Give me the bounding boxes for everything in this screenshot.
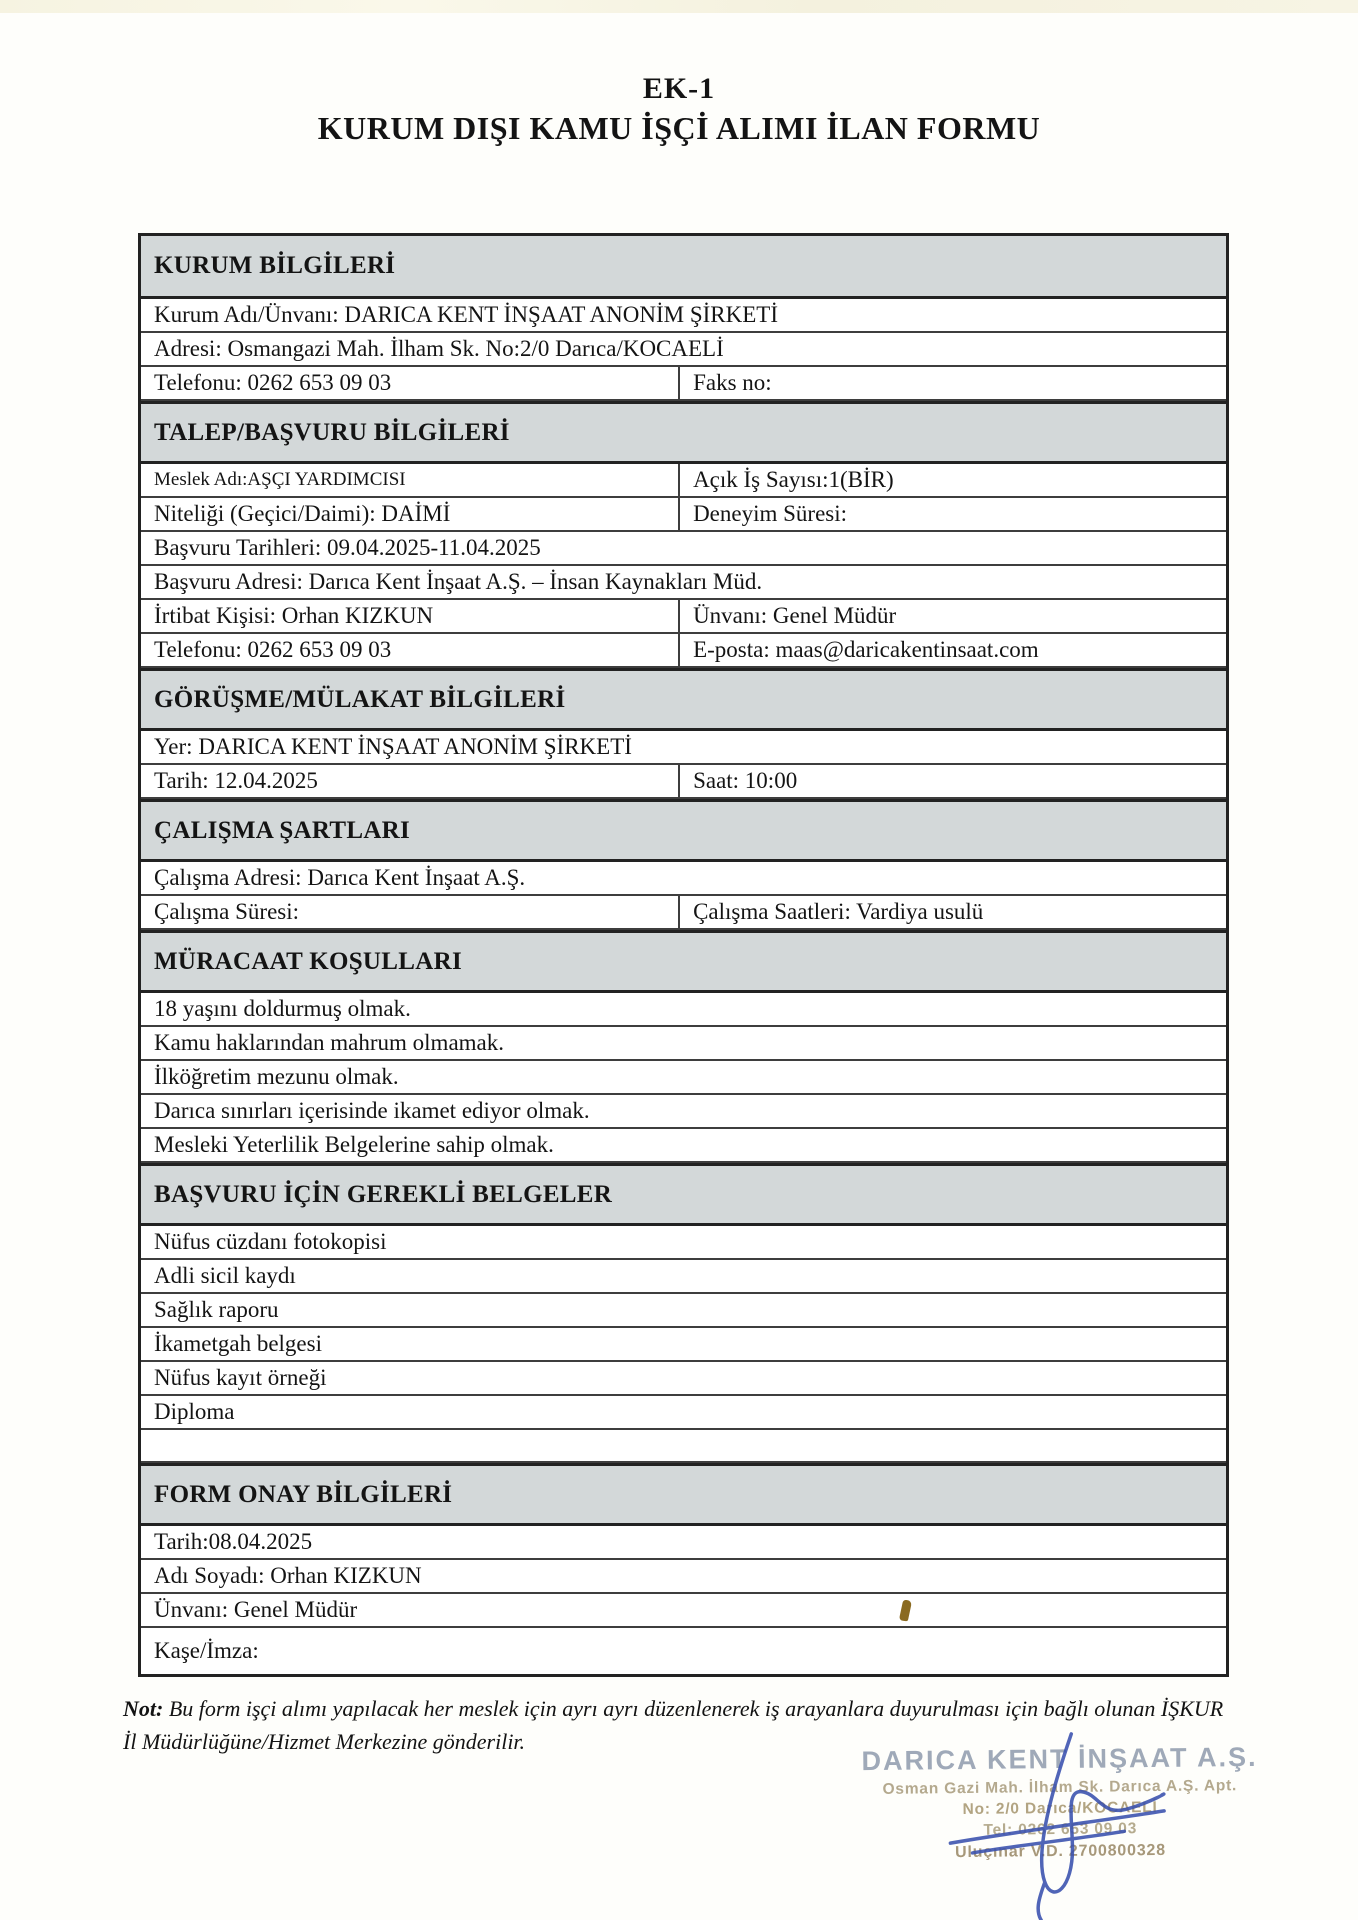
field-yer: Yer: DARICA KENT İNŞAAT ANONİM ŞİRKETİ bbox=[154, 734, 632, 759]
scan-edge-strip bbox=[0, 0, 1358, 13]
field-calisma-adresi: Çalışma Adresi: Darıca Kent İnşaat A.Ş. bbox=[154, 865, 526, 890]
stamp-tax-line: Uluçınar V.D. 2700800328 bbox=[955, 1841, 1166, 1861]
field-eposta: E-posta: maas@daricakentinsaat.com bbox=[678, 634, 1226, 666]
field-faks-no: Faks no: bbox=[678, 367, 1226, 399]
field-calisma-suresi: Çalışma Süresi: bbox=[154, 899, 300, 924]
document-item: İkametgah belgesi bbox=[154, 1331, 322, 1356]
form-row bbox=[141, 498, 1226, 532]
form-row bbox=[141, 1129, 1226, 1163]
field-adi-soyadi: Adı Soyadı: Orhan KIZKUN bbox=[154, 1563, 422, 1588]
section-header-gorusme-mulakat: GÖRÜŞME/MÜLAKAT BİLGİLERİ bbox=[141, 668, 1226, 731]
form-table bbox=[138, 233, 1229, 1677]
document-item: Nüfus kayıt örneği bbox=[154, 1365, 327, 1390]
form-row bbox=[141, 600, 1226, 634]
section-header-muracaat-kosullari: MÜRACAAT KOŞULLARI bbox=[141, 930, 1226, 993]
note-text: Bu form işçi alımı yapılacak her meslek için ayrı ayrı düzenlenerek iş arayanlara duyurulması için bağlı olunan İŞKUR İl Müdürlüğüne/Hizmet Merkezine gönderilir. bbox=[123, 1696, 1224, 1754]
condition-item: 18 yaşını doldurmuş olmak. bbox=[154, 996, 411, 1021]
condition-item: Mesleki Yeterlilik Belgelerine sahip olmak. bbox=[154, 1132, 554, 1157]
document-item: Sağlık raporu bbox=[154, 1297, 279, 1322]
form-row bbox=[141, 464, 1226, 498]
form-row bbox=[141, 1061, 1226, 1095]
form-row bbox=[141, 367, 1226, 401]
stamp-address-line2: No: 2/0 Darıca/KOCAELİ bbox=[962, 1798, 1158, 1818]
section-header-calisma-sartlari: ÇALIŞMA ŞARTLARI bbox=[141, 799, 1226, 862]
form-title-block bbox=[0, 72, 1358, 147]
field-niteligi: Niteliği (Geçici/Daimi): DAİMİ bbox=[154, 501, 451, 526]
document-item: Adli sicil kaydı bbox=[154, 1263, 296, 1288]
company-stamp bbox=[841, 1742, 1278, 1866]
form-row bbox=[141, 862, 1226, 896]
form-row bbox=[141, 993, 1226, 1027]
field-deneyim-suresi: Deneyim Süresi: bbox=[678, 498, 1226, 530]
form-row bbox=[141, 1560, 1226, 1594]
form-row bbox=[141, 1095, 1226, 1129]
page-title: KURUM DIŞI KAMU İŞÇİ ALIMI İLAN FORMU bbox=[317, 110, 1041, 146]
form-row bbox=[141, 566, 1226, 600]
field-basvuru-adresi: Başvuru Adresi: Darıca Kent İnşaat A.Ş. – İnsan Kaynakları Müd. bbox=[154, 569, 763, 594]
condition-item: İlköğretim mezunu olmak. bbox=[154, 1064, 399, 1089]
document-item: Nüfus cüzdanı fotokopisi bbox=[154, 1229, 387, 1254]
field-kurum-adi-unvani: Kurum Adı/Ünvanı: DARICA KENT İNŞAAT ANONİM ŞİRKETİ bbox=[154, 302, 778, 327]
form-row bbox=[141, 1628, 1226, 1674]
field-tarih: Tarih: 12.04.2025 bbox=[154, 768, 318, 793]
form-row bbox=[141, 1027, 1226, 1061]
field-telefonu-2: Telefonu: 0262 653 09 03 bbox=[154, 637, 392, 662]
form-row bbox=[141, 1260, 1226, 1294]
field-basvuru-tarihleri: Başvuru Tarihleri: 09.04.2025-11.04.2025 bbox=[154, 535, 541, 560]
section-header-form-onay: FORM ONAY BİLGİLERİ bbox=[141, 1463, 1226, 1526]
form-row bbox=[141, 333, 1226, 367]
form-row bbox=[141, 896, 1226, 930]
form-row bbox=[141, 1362, 1226, 1396]
field-acik-is-sayisi: Açık İş Sayısı:1(BİR) bbox=[678, 464, 1226, 496]
form-row bbox=[141, 634, 1226, 668]
field-kase-imza: Kaşe/İmza: bbox=[154, 1638, 259, 1663]
form-row bbox=[141, 1526, 1226, 1560]
field-adresi: Adresi: Osmangazi Mah. İlham Sk. No:2/0 Darıca/KOCAELİ bbox=[154, 336, 724, 361]
note-label: Not: bbox=[123, 1696, 164, 1721]
field-onay-unvani: Ünvanı: Genel Müdür bbox=[154, 1597, 358, 1622]
form-row bbox=[141, 1396, 1226, 1430]
field-telefonu: Telefonu: 0262 653 09 03 bbox=[154, 370, 392, 395]
form-code: EK-1 bbox=[642, 72, 716, 105]
section-header-gerekli-belgeler: BAŞVURU İÇİN GEREKLİ BELGELER bbox=[141, 1163, 1226, 1226]
field-saat: Saat: 10:00 bbox=[678, 765, 1226, 797]
form-row bbox=[141, 1328, 1226, 1362]
document-item: Diploma bbox=[154, 1399, 235, 1424]
form-row bbox=[141, 731, 1226, 765]
section-header-kurum-bilgileri: KURUM BİLGİLERİ bbox=[141, 236, 1226, 299]
form-row bbox=[141, 1226, 1226, 1260]
form-row bbox=[141, 299, 1226, 333]
stamp-address-line1: Osman Gazi Mah. İlham Sk. Darıca A.Ş. Apt. bbox=[882, 1777, 1238, 1798]
field-meslek-adi: Meslek Adı:AŞÇI YARDIMCISI bbox=[154, 469, 406, 490]
form-row bbox=[141, 765, 1226, 799]
field-calisma-saatleri: Çalışma Saatleri: Vardiya usulü bbox=[678, 896, 1226, 928]
form-row bbox=[141, 532, 1226, 566]
field-irtibat-kisisi: İrtibat Kişisi: Orhan KIZKUN bbox=[154, 603, 434, 628]
field-onay-tarih: Tarih:08.04.2025 bbox=[154, 1529, 313, 1554]
field-unvani: Ünvanı: Genel Müdür bbox=[678, 600, 1226, 632]
form-row bbox=[141, 1294, 1226, 1328]
condition-item: Darıca sınırları içerisinde ikamet ediyor olmak. bbox=[154, 1098, 590, 1123]
condition-item: Kamu haklarından mahrum olmamak. bbox=[154, 1030, 505, 1055]
stamp-phone-line: Tel: 0262 653 09 03 bbox=[983, 1820, 1138, 1839]
stamp-company-name: DARICA KENT İNŞAAT A.Ş. bbox=[861, 1741, 1258, 1777]
empty-row bbox=[141, 1430, 1226, 1463]
form-row bbox=[141, 1594, 1226, 1628]
section-header-talep-basvuru: TALEP/BAŞVURU BİLGİLERİ bbox=[141, 401, 1226, 464]
